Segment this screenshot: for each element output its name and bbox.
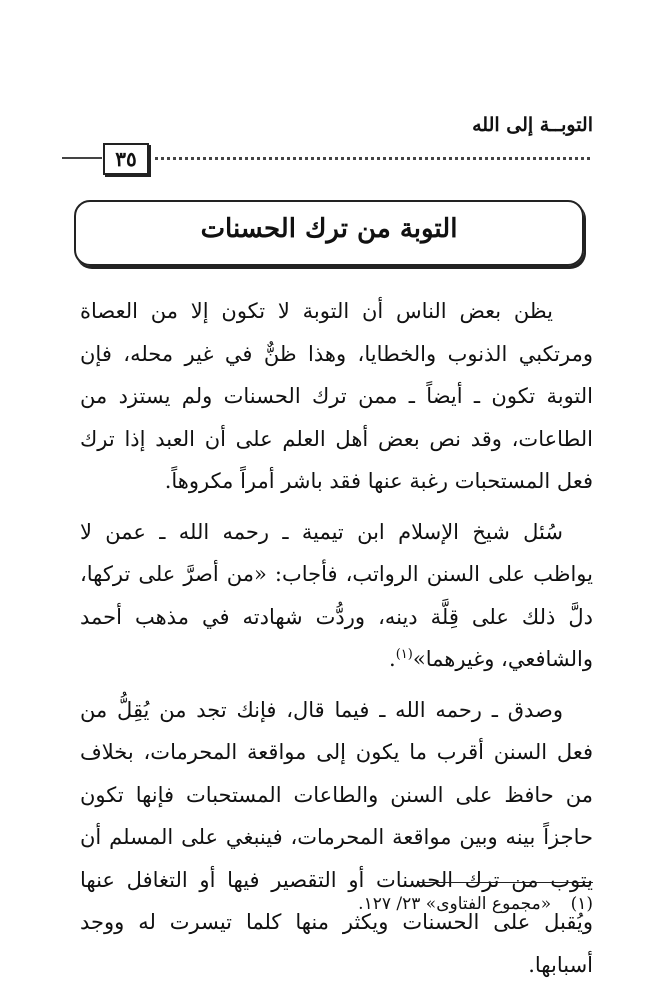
paragraph-2 [80, 511, 593, 681]
footnote-rule [417, 882, 593, 883]
paragraph-2-end: . [389, 647, 396, 671]
paragraph-2-text: سُئل شيخ الإسلام ابن تيمية ـ رحمه الله ـ عمن لا يواظب على السنن الرواتب، فأجاب: «من أصرَّ على تركها، دلَّ ذلك على قِلَّة دينه، وردُّت شهادته في مذهب أحمد والشافعي، وغيرهما» [80, 519, 593, 671]
footnote-number: (١) [570, 894, 593, 914]
paragraph-1: يظن بعض الناس أن التوبة لا تكون إلا من العصاة ومرتكبي الذنوب والخطايا، وهذا ظنٌّ في غير محله، فإن التوبة تكون ـ أيضاً ـ ممن ترك الحسنات ولم يستزد من الطاعات، وقد نص بعض أهل العلم على أن العبد إذا ترك فعل المستحبات رغبة عنها فقد باشر أمراً مكروهاً. [80, 299, 593, 493]
header-dotted-rule [155, 157, 590, 160]
page-number: ٣٥ [103, 143, 149, 175]
section-title: التوبة من ترك الحسنات [200, 214, 458, 244]
footnote-reference: (١) [395, 647, 413, 662]
body-text [80, 290, 593, 994]
footnote [358, 894, 593, 914]
header-short-rule [62, 157, 102, 159]
section-title-box [74, 200, 584, 266]
paragraph-3: وصدق ـ رحمه الله ـ فيما قال، فإنك تجد من يُقِلُّ من فعل السنن أقرب ما يكون إلى مواقعة المحرمات، بخلاف من حافظ على السنن والطاعات المستحبات فإنها تكون حاجزاً بينه وبين مواقعة المحرمات، فينبغي على المسلم أن يتوب من ترك الحسنات أو التقصير فيها أو التغافل عنها ويُقبل على الحسنات ويكثر منها كلما تيسرت له ووجد أسبابها. [80, 697, 593, 977]
footnote-text: «مجموع الفتاوى» ٢٣/ ١٢٧. [358, 894, 552, 914]
running-title: التوبــة إلى الله [472, 114, 593, 136]
